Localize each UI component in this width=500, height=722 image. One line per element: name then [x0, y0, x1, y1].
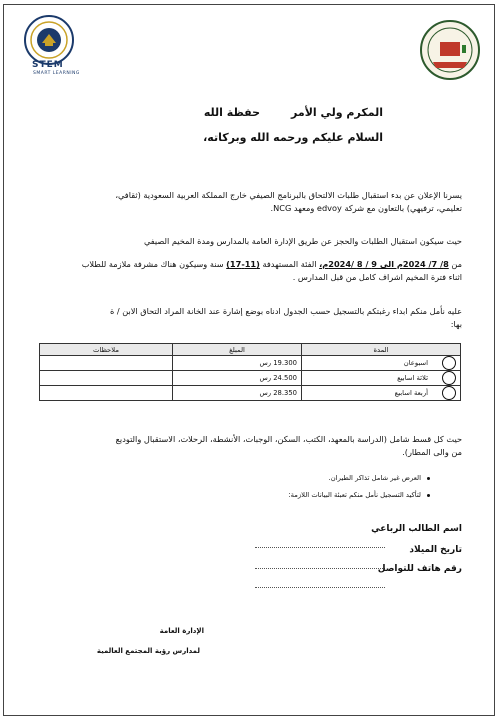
- dob-label: تاريخ الميلاد: [409, 545, 462, 555]
- table-row: [40, 371, 461, 386]
- duration-cell: ثلاثة اسابيع: [302, 371, 461, 386]
- target-group-label: الفئة المستهدفة: [259, 259, 320, 269]
- student-name-field[interactable]: [255, 533, 385, 552]
- instructions-line-1: عليه نأمل منكم ابداء رغبتكم بالتسجيل حسب الجدول ادناه بوضع إشارة عند الخانة المراد التحاق الابن / ة: [109, 306, 462, 316]
- phone-field[interactable]: [255, 573, 385, 592]
- table-row: [40, 356, 461, 371]
- dates-prefix: من: [448, 259, 462, 269]
- amount-cell: 19.300 رس: [173, 356, 302, 371]
- header-amount: المبلغ: [173, 344, 302, 356]
- addressee-line: المكرم ولي الأمر: [291, 106, 383, 119]
- ias-certified-badge: [418, 18, 482, 82]
- notes-cell[interactable]: [40, 371, 173, 386]
- table-row: [40, 386, 461, 401]
- instructions-paragraph: [32, 305, 462, 331]
- announcement-paragraph: [32, 189, 462, 215]
- school-name: لمدارس رؤية المجتمع العالمية: [96, 647, 200, 655]
- selection-radio[interactable]: [442, 356, 456, 370]
- duration-cell: اسبوعان: [302, 356, 461, 371]
- announcement-line-2: تعليمي، ترفيهي) بالتعاون مع شركة edvoy ومعهد NCG.: [270, 203, 462, 213]
- includes-line-1: حيث كل قسط شامل (الدراسة بالمعهد، الكتب، السكن، الوجبات، الأنشطة، الرحلات، الاستقبال والتوديع: [115, 434, 462, 444]
- instructions-line-2: بها:: [450, 319, 462, 329]
- notes-cell[interactable]: [40, 356, 173, 371]
- blessing-text: حفظة الله: [203, 106, 260, 119]
- student-name-label: اسم الطالب الرباعي: [371, 524, 462, 534]
- notes-cell[interactable]: [40, 386, 173, 401]
- fees-table: [39, 343, 461, 401]
- stem-logo-subtitle: SMART LEARNING: [33, 71, 80, 76]
- selection-radio[interactable]: [442, 371, 456, 385]
- includes-paragraph: [32, 433, 462, 459]
- header-duration: المدة: [302, 344, 461, 356]
- supervision-line-2: اثناء فترة المخيم اشراف كامل من قبل المدارس .: [292, 272, 462, 282]
- bullet-icon: [427, 494, 430, 497]
- age-range: (11-17): [226, 259, 260, 269]
- amount-cell: 24.500 رس: [173, 371, 302, 386]
- dob-field[interactable]: [255, 554, 385, 573]
- selection-radio[interactable]: [442, 386, 456, 400]
- table-header-row: [40, 344, 461, 356]
- bullet-icon: [427, 477, 430, 480]
- amount-cell: 28.350 رس: [173, 386, 302, 401]
- header-notes: ملاحظات: [40, 344, 173, 356]
- announcement-line-1: يسرنا الإعلان عن بدء استقبال طلبات الالتحاق بالبرنامج الصيفي خارج المملكة العربية السعودية (ثقافي،: [115, 190, 462, 200]
- management-label: الإدارة العامة: [159, 627, 204, 635]
- includes-line-2: من والى المطار).: [402, 447, 462, 457]
- camp-dates-paragraph: [32, 258, 462, 284]
- registration-paragraph: حيث سيكون استقبال الطلبات والحجز عن طريق الإدارة العامة بالمدارس ومدة المخيم الصيفي: [143, 236, 462, 246]
- supervision-note: سنة وسيكون هناك مشرفة ملازمة للطلاب: [81, 259, 227, 269]
- salutation: السلام عليكم ورحمه الله وبركاته،: [203, 131, 383, 144]
- phone-label: رقم هاتف للتواصل: [377, 564, 462, 574]
- bullet-item: لتأكيد التسجيل نأمل منكم تعبئة البيانات اللازمة:: [288, 491, 430, 499]
- duration-cell: أربعة اسابيع: [302, 386, 461, 401]
- camp-dates: 8/ 7/ 2024م الى 9 / 8 /2024م،: [319, 259, 449, 269]
- bullet-item: العرض غير شامل تذاكر الطيران.: [329, 474, 430, 482]
- stem-logo-text: STEM: [32, 60, 64, 70]
